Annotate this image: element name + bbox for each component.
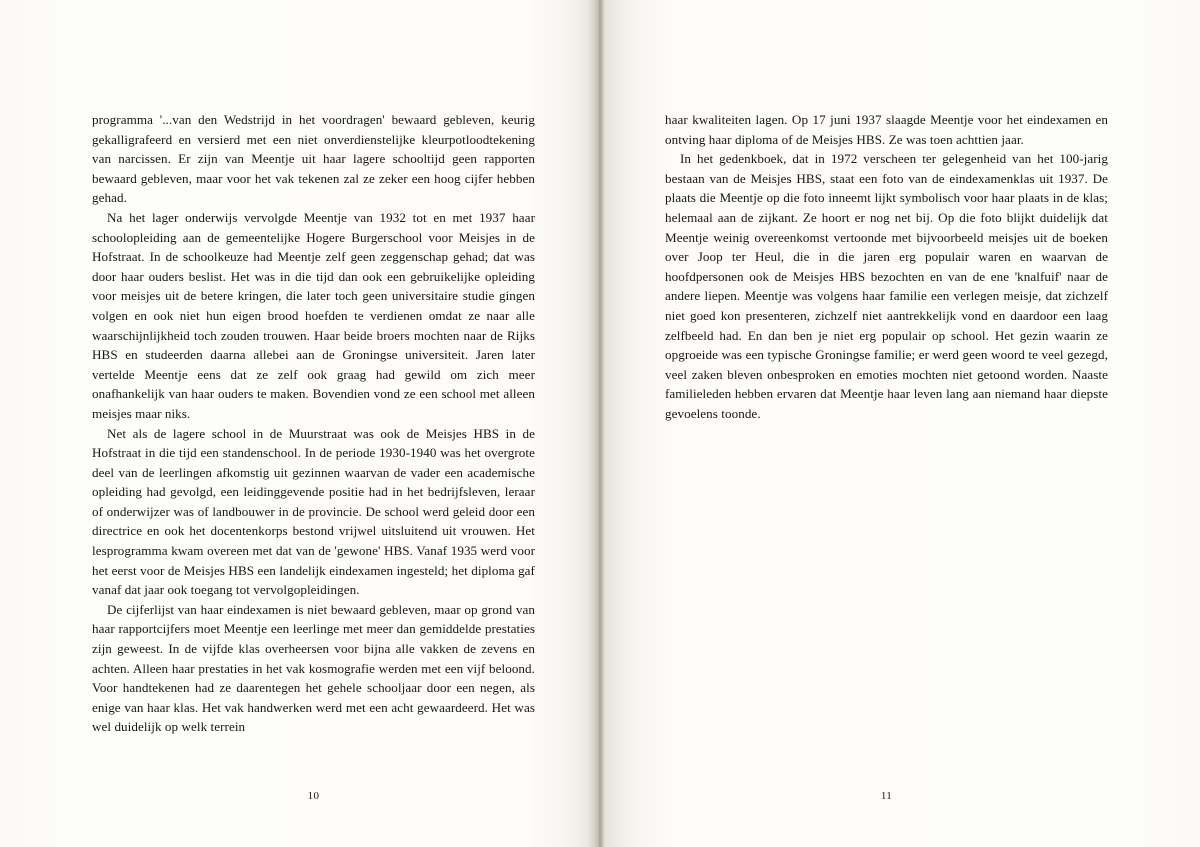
- paragraph: Net als de lagere school in de Muurstraat was ook de Meisjes HBS in de Hofstraat in die tijd een standenschool. In de periode 1930-1940 was het overgrote deel van de leerlingen afkomstig uit gezinnen waarvan de vader een academische opleiding had gevolgd, een leidinggevende positie had in het bedrijfsleven, leraar of onderwijzer was of landbouwer in de provincie. De school werd geleid door een directrice en ook het docentenkorps bestond vrijwel uitsluitend uit vrouwen. Het lesprogramma kwam overeen met dat van de 'gewone' HBS. Vanaf 1935 werd voor het eerst voor de Meisjes HBS een landelijk eindexamen ingesteld; het diploma gaf vanaf dat jaar ook toegang tot vervolgopleidingen.: [92, 425, 535, 598]
- paragraph: programma '...van den Wedstrijd in het voordragen' bewaard gebleven, keurig gekalligrafeerd en versierd met een niet onverdienstelijke kleurpotloodtekening van narcissen. Er zijn van Meentje uit haar lagere schooltijd geen rapporten bewaard gebleven, maar voor het vak tekenen zal ze zeker een hoog cijfer hebben gehad.: [92, 112, 535, 206]
- page-number-left: 10: [307, 790, 320, 802]
- text-column-left: [92, 110, 535, 737]
- paragraph: Na het lager onderwijs vervolgde Meentje van 1932 tot en met 1937 haar schoolopleiding aan de gemeentelijke Hogere Burgerschool voor Meisjes in de Hofstraat. In de schoolkeuze had Meentje zelf geen zeggenschap gehad; dat was door haar ouders beslist. Het was in die tijd dan ook een gebruikelijke opleiding voor meisjes uit de betere kringen, die later toch geen universitaire studie gingen volgen en ook niet hun eigen brood hoefden te verdienen omdat ze naar alle waarschijnlijkheid toch zouden trouwen. Haar beide broers mochten naar de Rijks HBS en studeerden daarna allebei aan de Groningse universiteit. Jaren later vertelde Meentje eens dat ze zelf ook graag had gewild om zich meer onafhankelijk van haar ouders te maken. Bovendien vond ze een school met alleen meisjes maar niks.: [92, 209, 535, 421]
- page-number-right: 11: [880, 790, 893, 802]
- text-column-right: [665, 110, 1108, 424]
- paragraph: haar kwaliteiten lagen. Op 17 juni 1937 slaagde Meentje voor het eindexamen en ontving haar diploma of de Meisjes HBS. Ze was toen achttien jaar.: [665, 112, 1108, 147]
- paragraph: In het gedenkboek, dat in 1972 verscheen ter gelegenheid van het 100-jarig bestaan van de Meisjes HBS, staat een foto van de eindexamenklas uit 1937. De plaats die Meentje op die foto inneemt lijkt symbolisch voor haar plaats in de klas; helemaal aan de zijkant. Ze hoort er nog net bij. Op die foto blijkt duidelijk dat Meentje weinig overeenkomst vertoonde met bijvoorbeeld meisjes uit de boeken over Joop ter Heul, die in die jaren erg populair waren en waarvan de hoofdpersonen ook de Meisjes HBS bezochten en van de ene 'knalfuif' naar de andere liepen. Meentje was volgens haar familie een verlegen meisje, dat zichzelf niet goed kon presenteren, zichzelf niet aantrekkelijk vond en daardoor een laag zelfbeeld had. En dan ben je niet erg populair op school. Het gezin waarin ze opgroeide was een typische Groningse familie; er werd geen woord te veel gezegd, veel zaken bleven onbesproken en emoties mochten niet getoond worden. Naaste familieleden hebben ervaren dat Meentje haar leven lang aan niemand haar diepste gevoelens toonde.: [665, 151, 1108, 421]
- paragraph: De cijferlijst van haar eindexamen is niet bewaard gebleven, maar op grond van haar rapportcijfers moet Meentje een leerlinge met meer dan gemiddelde prestaties zijn geweest. In de vijfde klas overheersen voor bijna alle vakken de zevens en achten. Alleen haar prestaties in het vak kosmografie werden met een vijf beloond. Voor handtekenen had ze daarentegen het gehele schooljaar door een negen, als enige van haar klas. Het vak handwerken werd met een acht gewaardeerd. Het was wel duidelijk op welk terrein: [92, 601, 535, 735]
- page-right: [600, 0, 1200, 847]
